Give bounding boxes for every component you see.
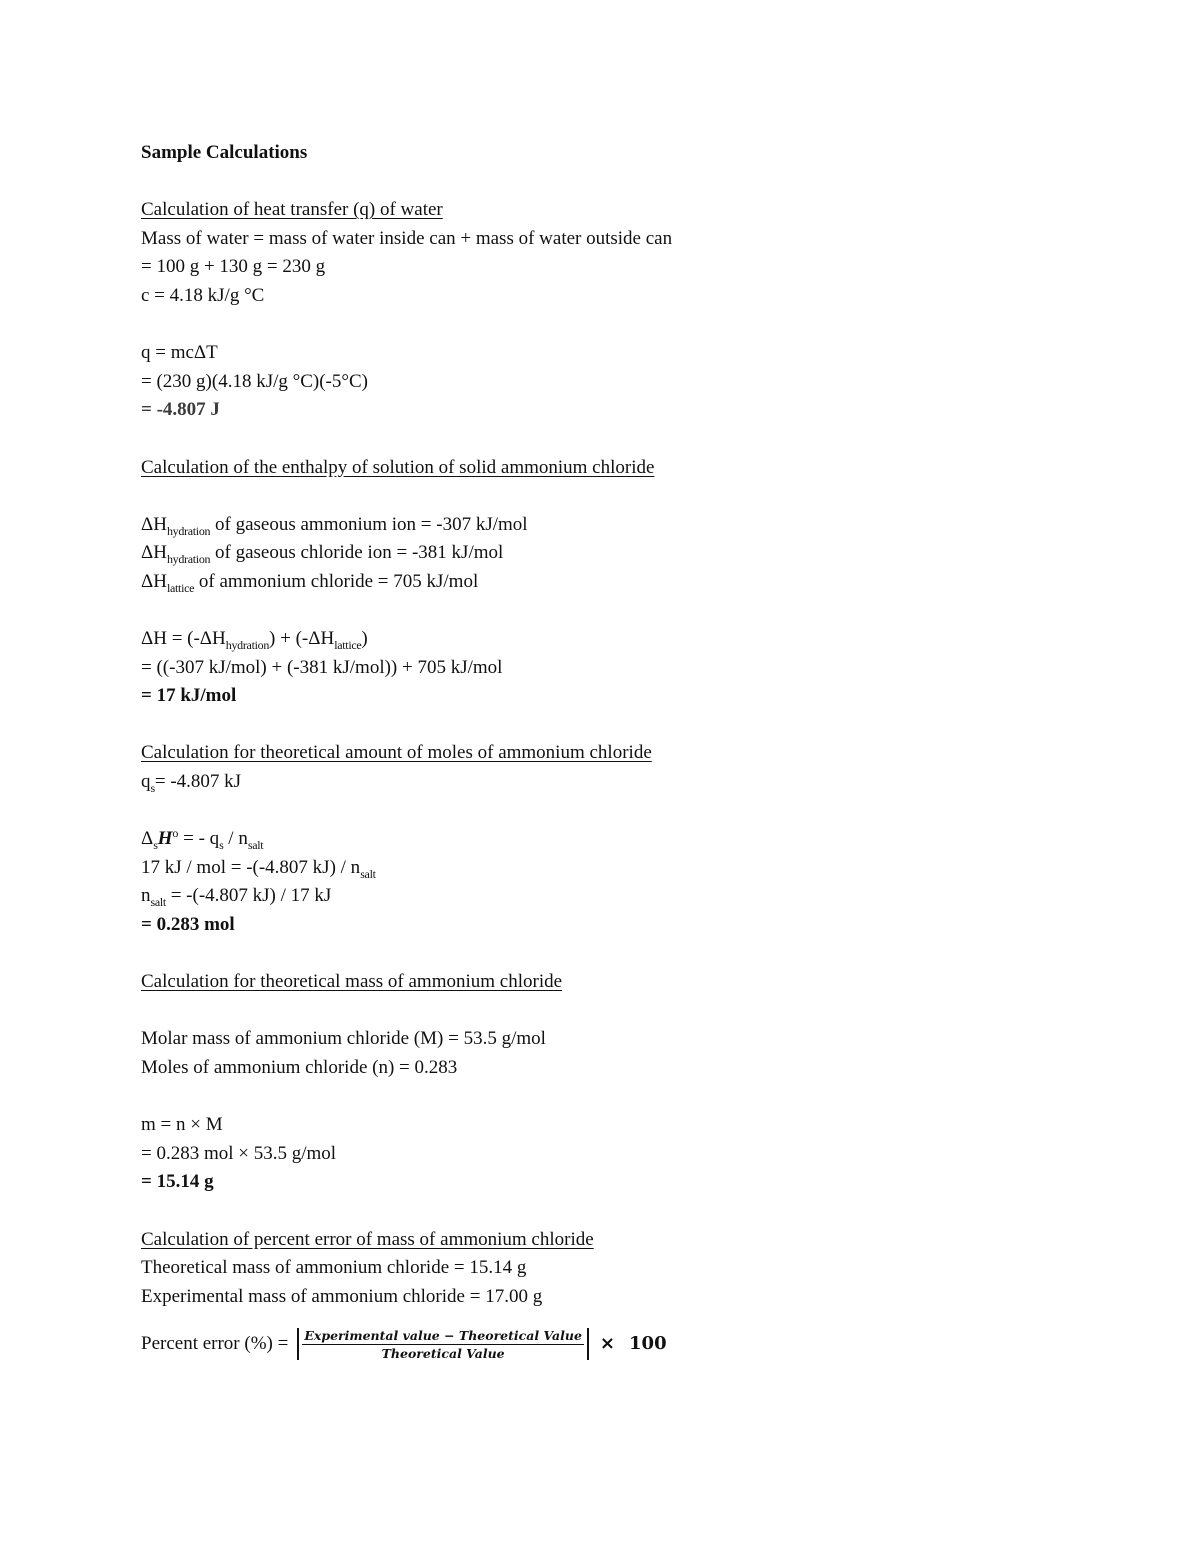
page-title: Sample Calculations <box>141 142 308 163</box>
times-symbol: × <box>599 1333 616 1355</box>
formula-part: q <box>141 771 151 793</box>
percent-error-label: Percent error (%) = <box>141 1333 289 1355</box>
delta-symbol: Δ <box>141 828 154 850</box>
formula-part: ) <box>361 628 368 650</box>
superscript: o <box>172 826 179 841</box>
spacer <box>141 597 1141 626</box>
moles-result: = 0.283 mol <box>141 914 235 936</box>
experimental-mass-line: Experimental mass of ammonium chloride = 17.00 g <box>141 1285 543 1307</box>
absolute-value-group <box>294 1328 592 1361</box>
subscript: hydration <box>166 552 211 567</box>
moles-heading: Calculation for theoretical amount of moles of ammonium chloride <box>141 742 652 764</box>
heat-transfer-heading: Calculation of heat transfer (q) of water <box>141 199 443 221</box>
mass-of-water-line: Mass of water = mass of water inside can + mass of water outside can <box>141 227 673 249</box>
spacer <box>141 311 1141 340</box>
mass-substitution-line: = 0.283 mol × 53.5 g/mol <box>141 1142 337 1164</box>
spacer <box>141 940 1141 969</box>
percent-error-formula <box>141 1319 1141 1369</box>
qs-line <box>141 768 1141 797</box>
formula-part: 17 kJ / mol = -(-4.807 kJ) / n <box>141 856 361 878</box>
enthalpy-heading: Calculation of the enthalpy of solution of solid ammonium chloride <box>141 456 655 478</box>
delta-s-h-line <box>141 825 1141 854</box>
q-result: = -4.807 J <box>141 399 220 421</box>
theoretical-mass-line: Theoretical mass of ammonium chloride = 15.14 g <box>141 1257 527 1279</box>
percent-error-heading: Calculation of percent error of mass of ammonium chloride <box>141 1228 594 1250</box>
enthalpy-formula-line <box>141 625 1141 654</box>
h-symbol: H <box>157 828 173 850</box>
specific-heat-line: c = 4.18 kJ/g °C <box>141 284 265 306</box>
enthalpy-substitution-line: = ((-307 kJ/mol) + (-381 kJ/mol)) + 705 kJ/mol <box>141 656 503 678</box>
spacer <box>141 482 1141 511</box>
spacer <box>141 711 1141 740</box>
abs-bar-left <box>297 1328 299 1360</box>
delta-h-symbol: ΔH <box>141 542 167 564</box>
spacer <box>141 797 1141 826</box>
line-text: of gaseous ammonium ion = -307 kJ/mol <box>210 513 528 535</box>
spacer <box>141 1083 1141 1112</box>
formula-part: = -4.807 kJ <box>154 771 242 793</box>
moles-substitution-line <box>141 854 1141 883</box>
formula-part: ) + (-ΔH <box>269 628 335 650</box>
abs-bar-right <box>587 1328 589 1360</box>
subscript: salt <box>150 895 166 910</box>
subscript: hydration <box>166 523 211 538</box>
subscript: s <box>153 838 158 853</box>
subscript: s <box>219 838 224 853</box>
lattice-energy-line <box>141 568 1141 597</box>
formula-part: = -(-4.807 kJ) / 17 kJ <box>165 885 332 907</box>
mass-sum-line: = 100 g + 130 g = 230 g <box>141 256 326 278</box>
subscript: hydration <box>225 638 270 653</box>
molar-mass-line: Molar mass of ammonium chloride (M) = 53.5 g/mol <box>141 1028 546 1050</box>
fraction <box>302 1328 584 1361</box>
delta-h-symbol: ΔH <box>141 570 167 592</box>
formula-part: ΔH = (-ΔH <box>141 628 226 650</box>
document-page <box>141 139 1141 1369</box>
spacer <box>141 425 1141 454</box>
hydration-chloride-line <box>141 539 1141 568</box>
enthalpy-result: = 17 kJ/mol <box>141 685 237 707</box>
formula-part: / n <box>223 828 248 850</box>
fraction-numerator: Experimental value − Theoretical Value <box>304 1327 582 1343</box>
mass-formula-line: m = n × M <box>141 1114 223 1136</box>
formula-part: n <box>141 885 151 907</box>
hydration-ammonium-line <box>141 511 1141 540</box>
q-formula-line: q = mcΔT <box>141 342 218 364</box>
formula-part: = - q <box>178 828 220 850</box>
subscript: s <box>150 781 155 796</box>
spacer <box>141 168 1141 197</box>
delta-h-symbol: ΔH <box>141 513 167 535</box>
mass-result: = 15.14 g <box>141 1171 214 1193</box>
fraction-denominator: Theoretical Value <box>381 1345 505 1361</box>
line-text: of ammonium chloride = 705 kJ/mol <box>194 570 479 592</box>
hundred-value: 100 <box>629 1333 667 1355</box>
subscript: salt <box>360 866 376 881</box>
mass-heading: Calculation for theoretical mass of ammonium chloride <box>141 971 563 993</box>
subscript: salt <box>247 838 264 853</box>
subscript: lattice <box>166 580 195 595</box>
spacer <box>141 1197 1141 1226</box>
moles-value-line: Moles of ammonium chloride (n) = 0.283 <box>141 1057 458 1078</box>
subscript: lattice <box>334 638 362 653</box>
spacer <box>141 997 1141 1026</box>
moles-rearranged-line <box>141 882 1141 911</box>
q-substitution-line: = (230 g)(4.18 kJ/g °C)(-5°C) <box>141 370 368 392</box>
line-text: of gaseous chloride ion = -381 kJ/mol <box>210 542 504 564</box>
